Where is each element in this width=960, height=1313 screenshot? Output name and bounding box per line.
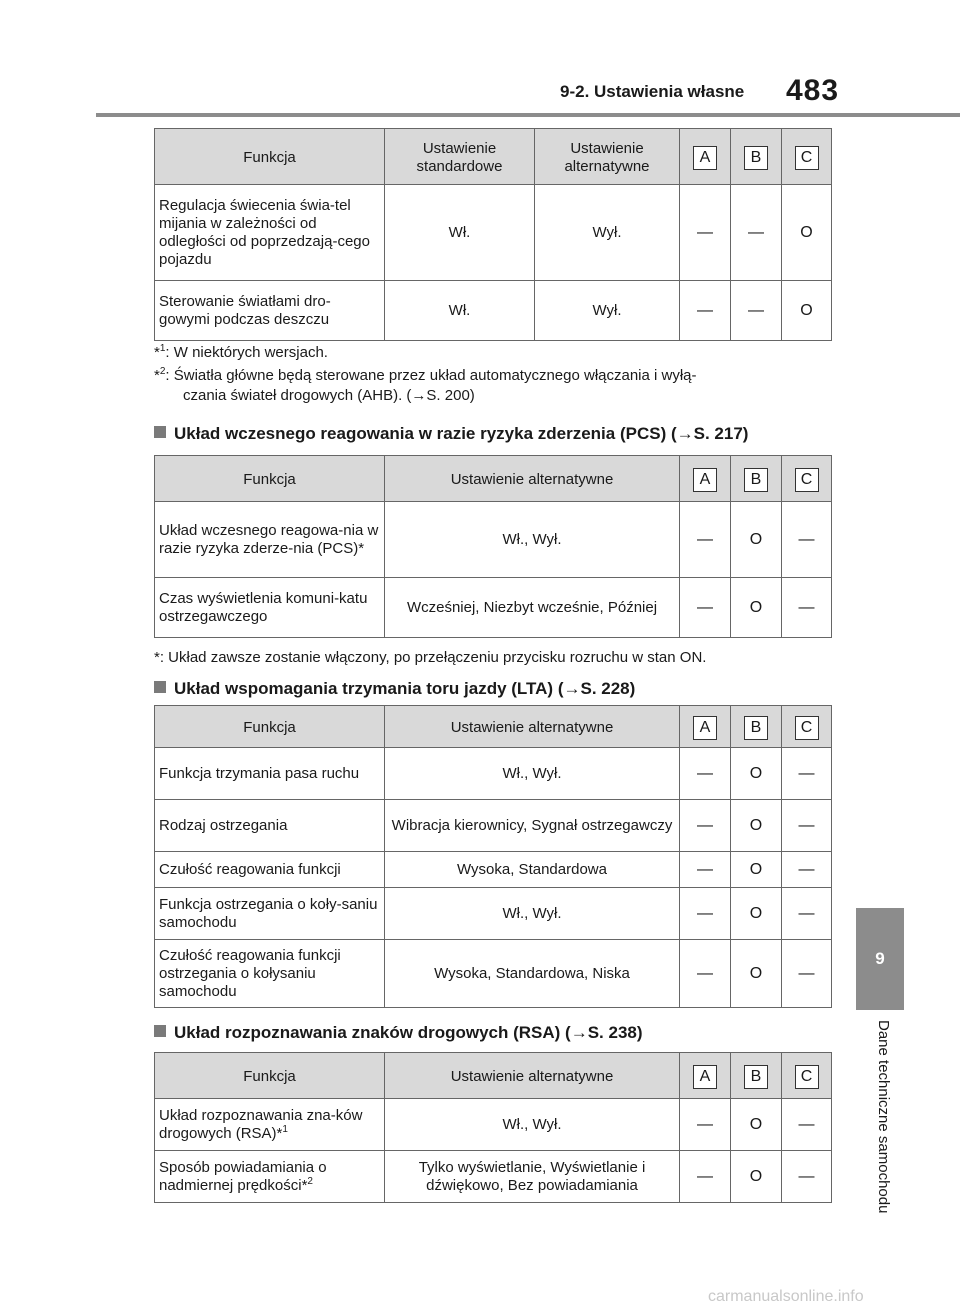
row-a: — [680, 748, 731, 800]
row-a: — [680, 502, 731, 578]
row-function: Sterowanie światłami dro-gowymi podczas deszczu [155, 281, 385, 341]
table-header-row [155, 456, 832, 502]
col-c [782, 456, 832, 502]
col-funkcja: Funkcja [155, 129, 385, 185]
row-alternative: Tylko wyświetlanie, Wyświetlanie i dźwiękowo, Bez powiadamiania [385, 1151, 680, 1203]
row-c: — [782, 1151, 832, 1203]
row-c: — [782, 852, 832, 888]
row-b: O [731, 578, 782, 638]
row-c: — [782, 940, 832, 1008]
row-function [155, 1099, 385, 1151]
table-row [155, 1151, 832, 1203]
table-row [155, 1099, 832, 1151]
col-b [731, 706, 782, 748]
col-c [782, 129, 832, 185]
row-b: O [731, 748, 782, 800]
badge-c: C [795, 146, 819, 170]
row-c: — [782, 888, 832, 940]
col-b [731, 129, 782, 185]
row-c: O [782, 281, 832, 341]
row-c: — [782, 578, 832, 638]
badge-b: B [744, 146, 768, 170]
square-bullet-icon [154, 1025, 166, 1037]
table-header-row [155, 706, 832, 748]
row-function-sup: 2 [307, 1175, 313, 1187]
table-row [155, 281, 832, 341]
col-alternatywne: Ustawienie alternatywne [535, 129, 680, 185]
section-title-text: Układ rozpoznawania znaków drogowych (RSA) (→S. 238) [174, 1023, 643, 1042]
col-funkcja: Funkcja [155, 706, 385, 748]
page-number: 483 [786, 74, 840, 107]
footnote-text: : W niektórych wersjach. [165, 344, 328, 361]
chapter-label: Dane techniczne samochodu [875, 1020, 892, 1214]
col-a [680, 706, 731, 748]
section-title-text: Układ wspomagania trzymania toru jazdy (LTA) (→S. 228) [174, 679, 636, 698]
row-b: O [731, 1151, 782, 1203]
footnote-sup: 2 [159, 366, 166, 377]
row-function [155, 1151, 385, 1203]
header-rule [96, 113, 960, 117]
row-b: O [731, 502, 782, 578]
row-b: — [731, 185, 782, 281]
row-b: O [731, 852, 782, 888]
table-header-row [155, 129, 832, 185]
row-a: — [680, 1151, 731, 1203]
footnote-mark: * [154, 367, 160, 384]
badge-b: B [744, 468, 768, 492]
table-row [155, 578, 832, 638]
row-alternative: Wcześniej, Niezbyt wcześnie, Później [385, 578, 680, 638]
row-alternative: Wysoka, Standardowa, Niska [385, 940, 680, 1008]
chapter-tab [856, 908, 904, 1010]
footnote-1 [154, 343, 697, 363]
footnote-pcs: *: Układ zawsze zostanie włączony, po przełączeniu przycisku rozruchu w stan ON. [154, 649, 707, 666]
row-a: — [680, 578, 731, 638]
table-row [155, 502, 832, 578]
badge-a: A [693, 716, 717, 740]
row-a: — [680, 1099, 731, 1151]
row-b: O [731, 1099, 782, 1151]
row-a: — [680, 852, 731, 888]
table-row [155, 852, 832, 888]
col-alternatywne: Ustawienie alternatywne [385, 456, 680, 502]
badge-b: B [744, 1065, 768, 1089]
row-a: — [680, 281, 731, 341]
row-b: — [731, 281, 782, 341]
badge-a: A [693, 468, 717, 492]
table-lights [154, 128, 832, 341]
row-function: Regulacja świecenia świa-tel mijania w zależności od odległości od poprzedzają-cego pojazdu [155, 185, 385, 281]
row-alternative: Wł., Wył. [385, 888, 680, 940]
row-standard: Wł. [385, 185, 535, 281]
row-c: — [782, 748, 832, 800]
square-bullet-icon [154, 681, 166, 693]
row-a: — [680, 888, 731, 940]
row-c: — [782, 800, 832, 852]
row-alternative: Wibracja kierownicy, Sygnał ostrzegawczy [385, 800, 680, 852]
col-a [680, 456, 731, 502]
row-b: O [731, 800, 782, 852]
row-a: — [680, 800, 731, 852]
col-alternatywne: Ustawienie alternatywne [385, 1053, 680, 1099]
footnote-continuation: czania świateł drogowych (AHB). (→S. 200) [183, 387, 475, 404]
table-row [155, 888, 832, 940]
table-lta [154, 705, 832, 1008]
row-alternative: Wył. [535, 281, 680, 341]
row-c: O [782, 185, 832, 281]
row-b: O [731, 888, 782, 940]
col-alternatywne: Ustawienie alternatywne [385, 706, 680, 748]
footnote-mark: * [154, 344, 160, 361]
badge-c: C [795, 1065, 819, 1089]
table-row [155, 185, 832, 281]
row-function: Czułość reagowania funkcji [155, 852, 385, 888]
row-function-text: Sposób powiadamiania o nadmiernej prędkości* [159, 1158, 327, 1194]
badge-a: A [693, 146, 717, 170]
section-heading-lta [154, 679, 635, 699]
section-heading-rsa [154, 1023, 643, 1043]
table-row [155, 940, 832, 1008]
row-function: Rodzaj ostrzegania [155, 800, 385, 852]
col-c [782, 1053, 832, 1099]
col-standard: Ustawienie standardowe [385, 129, 535, 185]
col-b [731, 1053, 782, 1099]
row-function: Funkcja ostrzegania o koły-saniu samochodu [155, 888, 385, 940]
footnotes-lights [154, 343, 697, 406]
watermark: carmanualsonline.info [708, 1288, 864, 1305]
col-a [680, 129, 731, 185]
row-alternative: Wł., Wył. [385, 1099, 680, 1151]
section-title-text: Układ wczesnego reagowania w razie ryzyka zderzenia (PCS) (→S. 217) [174, 424, 749, 443]
row-function: Czas wyświetlenia komuni-katu ostrzegawczego [155, 578, 385, 638]
table-header-row [155, 1053, 832, 1099]
col-funkcja: Funkcja [155, 1053, 385, 1099]
col-b [731, 456, 782, 502]
section-heading-pcs [154, 424, 748, 444]
footnote-text: : Światła główne będą sterowane przez układ automatycznego włączania i wyłą- [165, 367, 697, 384]
row-function: Układ wczesnego reagowa-nia w razie ryzyka zderze-nia (PCS)* [155, 502, 385, 578]
row-alternative: Wł., Wył. [385, 748, 680, 800]
row-c: — [782, 1099, 832, 1151]
row-function-sup: 1 [282, 1123, 288, 1135]
badge-c: C [795, 716, 819, 740]
row-alternative: Wysoka, Standardowa [385, 852, 680, 888]
chapter-number: 9 [875, 949, 885, 968]
footnote-sup: 1 [159, 343, 166, 354]
row-function: Funkcja trzymania pasa ruchu [155, 748, 385, 800]
row-b: O [731, 940, 782, 1008]
row-alternative: Wył. [535, 185, 680, 281]
row-function-text: Układ rozpoznawania zna-ków drogowych (RSA)* [159, 1106, 363, 1142]
row-a: — [680, 940, 731, 1008]
section-title: 9-2. Ustawienia własne [560, 82, 745, 101]
badge-c: C [795, 468, 819, 492]
table-row [155, 800, 832, 852]
table-pcs [154, 455, 832, 638]
footnote-2 [154, 366, 697, 406]
row-c: — [782, 502, 832, 578]
row-alternative: Wł., Wył. [385, 502, 680, 578]
badge-b: B [744, 716, 768, 740]
badge-a: A [693, 1065, 717, 1089]
table-rsa [154, 1052, 832, 1203]
table-row [155, 748, 832, 800]
row-a: — [680, 185, 731, 281]
square-bullet-icon [154, 426, 166, 438]
col-a [680, 1053, 731, 1099]
col-c [782, 706, 832, 748]
row-function: Czułość reagowania funkcji ostrzegania o kołysaniu samochodu [155, 940, 385, 1008]
col-funkcja: Funkcja [155, 456, 385, 502]
row-standard: Wł. [385, 281, 535, 341]
